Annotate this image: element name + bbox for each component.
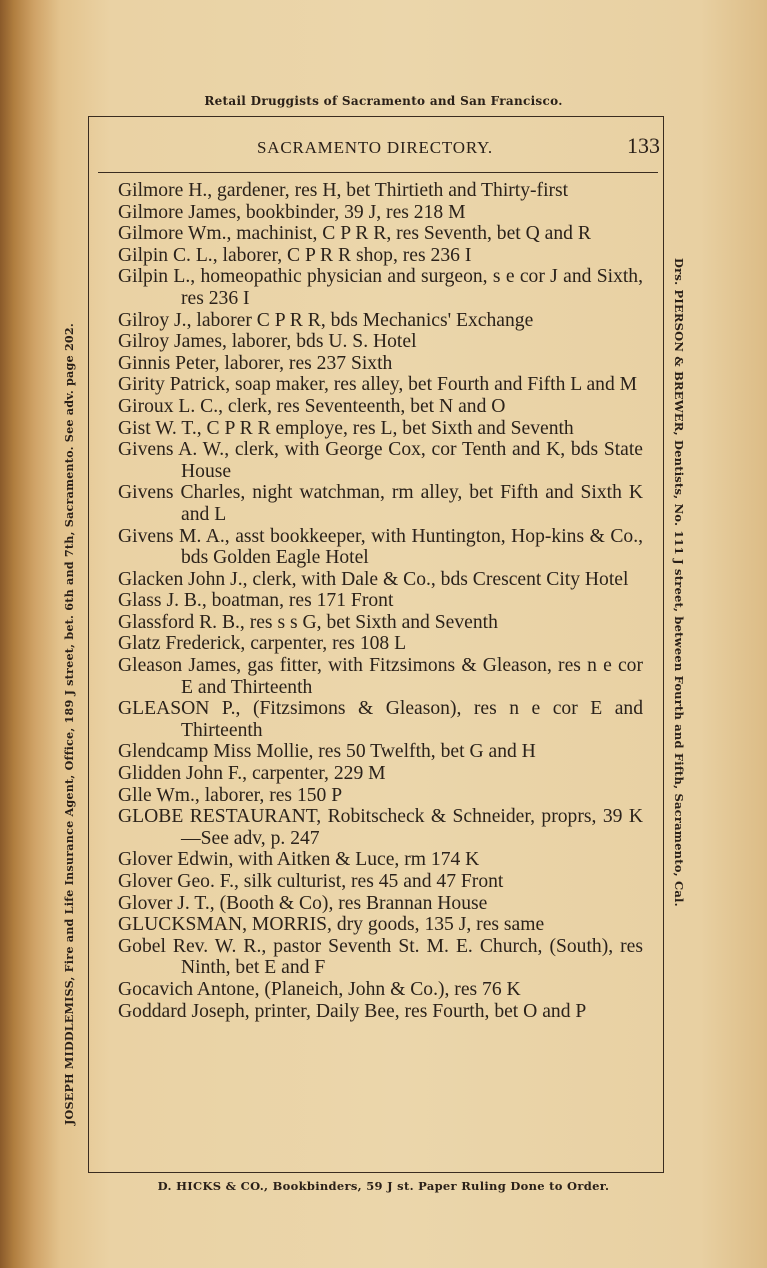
directory-entry: Goddard Joseph, printer, Daily Bee, res Fourth, bet O and P: [118, 1000, 587, 1022]
directory-entry: Glassford R. B., res s s G, bet Sixth and Seventh: [118, 611, 498, 633]
directory-entry: Givens A. W., clerk, with George Cox, cor Tenth and K, bds State House: [118, 439, 643, 482]
directory-entry: Gilpin L., homeopathic physician and surgeon, s e cor J and Sixth, res 236 I: [118, 266, 643, 309]
directory-entry: Giroux L. C., clerk, res Seventeenth, bet N and O: [118, 395, 506, 417]
directory-entry: Girity Patrick, soap maker, res alley, bet Fourth and Fifth L and M: [118, 374, 638, 396]
directory-entry: Gilroy J., laborer C P R R, bds Mechanics' Exchange: [118, 309, 534, 331]
directory-entry: Glover Edwin, with Aitken & Luce, rm 174 K: [118, 849, 480, 871]
directory-entry: GLUCKSMAN, MORRIS, dry goods, 135 J, res same: [118, 914, 545, 936]
top-advertisement: Retail Druggists of Sacramento and San Francisco.: [204, 94, 563, 108]
directory-entry: Glass J. B., boatman, res 171 Front: [118, 590, 394, 612]
directory-entry: Glle Wm., laborer, res 150 P: [118, 784, 343, 806]
directory-entry: Glidden John F., carpenter, 229 M: [118, 763, 386, 785]
directory-entry: GLEASON P., (Fitzsimons & Gleason), res n e cor E and Thirteenth: [118, 698, 643, 741]
bottom-advertisement: D. HICKS & CO., Bookbinders, 59 J st. Paper Ruling Done to Order.: [157, 1179, 610, 1193]
directory-entry: Gobel Rev. W. R., pastor Seventh St. M. E. Church, (South), res Ninth, bet E and F: [118, 935, 643, 979]
directory-entry: Gilmore H., gardener, res H, bet Thirtieth and Thirty-first: [118, 180, 569, 201]
directory-entry: GLOBE RESTAURANT, Robitscheck & Schneider, proprs, 39 K—See adv, p. 247: [118, 806, 643, 849]
directory-entry: Glover J. T., (Booth & Co), res Brannan House: [118, 892, 488, 914]
directory-entry: Gleason James, gas fitter, with Fitzsimons & Gleason, res n e cor E and Thirteenth: [118, 655, 643, 698]
directory-entry: Gilpin C. L., laborer, C P R R shop, res 236 I: [118, 244, 472, 266]
directory-entry: Givens M. A., asst bookkeeper, with Huntington, Hop-kins & Co., bds Golden Eagle Hotel: [118, 525, 643, 569]
directory-entry: Ginnis Peter, laborer, res 237 Sixth: [118, 352, 393, 374]
header-rule: [98, 172, 658, 173]
directory-entry: Gocavich Antone, (Planeich, John & Co.), res 76 K: [118, 978, 521, 1000]
directory-entry: Gist W. T., C P R R employe, res L, bet Sixth and Seventh: [118, 417, 574, 439]
directory-entry: Glendcamp Miss Mollie, res 50 Twelfth, bet G and H: [118, 741, 536, 763]
directory-entry: Givens Charles, night watchman, rm alley, bet Fifth and Sixth K and L: [118, 482, 643, 525]
directory-entry: Gilmore James, bookbinder, 39 J, res 218 M: [118, 201, 466, 223]
directory-entry: Glacken John J., clerk, with Dale & Co., bds Crescent City Hotel: [118, 568, 629, 590]
directory-entry: Gilmore Wm., machinist, C P R R, res Seventh, bet Q and R: [118, 223, 591, 245]
directory-entry: Glover Geo. F., silk culturist, res 45 and 47 Front: [118, 871, 504, 892]
directory-entry: Glatz Frederick, carpenter, res 108 L: [118, 633, 407, 655]
directory-entry: Gilroy James, laborer, bds U. S. Hotel: [118, 331, 417, 353]
left-margin-advertisement: JOSEPH MIDDLEMISS, Fire and Life Insurance Agent, Office, 189 J street, bet. 6th and 7th, Sacramento. See adv. page 202.: [62, 323, 76, 1125]
page-header: [117, 133, 662, 163]
directory-entries: [118, 180, 643, 1022]
right-margin-advertisement: Drs. PIERSON & BREWER, Dentists, No. 111 J street, between Fourth and Fifth, Sacramento, Cal.: [672, 258, 686, 907]
page-number: 133: [627, 133, 660, 158]
running-title: SACRAMENTO DIRECTORY.: [257, 138, 493, 157]
